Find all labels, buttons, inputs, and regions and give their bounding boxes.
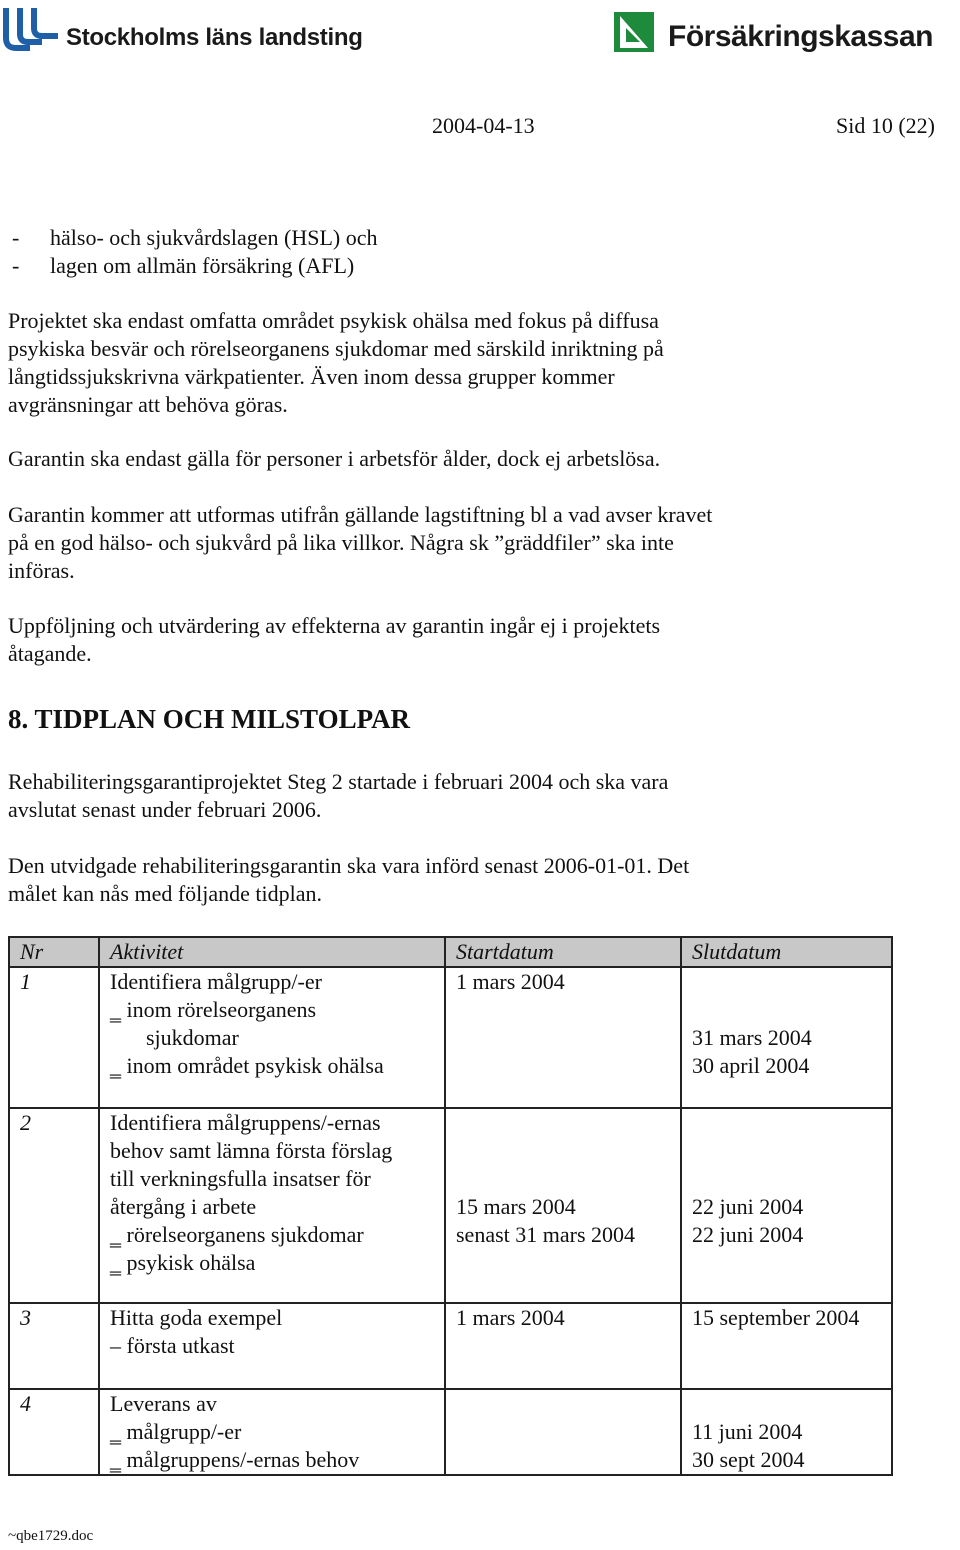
activity-line: Hitta goda exempel xyxy=(110,1305,283,1330)
activity-line: till verkningsfulla insatser för xyxy=(110,1166,371,1191)
end-date: 30 sept 2004 xyxy=(692,1447,805,1472)
logo-right-text: Försäkringskassan xyxy=(668,20,933,53)
table-row xyxy=(9,1108,892,1303)
start-date: 1 mars 2004 xyxy=(456,1305,565,1330)
stockholms-lans-landsting-logo xyxy=(2,4,362,54)
text-line: Rehabiliteringsgarantiprojektet Steg 2 startade i februari 2004 och ska vara xyxy=(8,769,669,794)
paragraph-eligibility xyxy=(8,445,808,473)
column-header-end: Slutdatum xyxy=(681,937,892,967)
text-line: Projektet ska endast omfatta området psykisk ohälsa med fokus på diffusa xyxy=(8,308,659,333)
document-date: 2004-04-13 xyxy=(432,113,535,138)
activity-cell xyxy=(99,1108,445,1303)
text-line: avslutat senast under februari 2006. xyxy=(8,797,322,822)
end-date xyxy=(692,1165,881,1193)
end-date: 15 september 2004 xyxy=(692,1305,860,1330)
end-date xyxy=(692,1109,881,1137)
start-date: senast 31 mars 2004 xyxy=(456,1222,636,1247)
end-date-cell xyxy=(681,1108,892,1303)
text-line: avgränsningar att behöva göras. xyxy=(8,392,288,417)
activity-cell xyxy=(99,1303,445,1389)
fk-logo-mark-icon xyxy=(612,10,656,54)
end-date: 11 juni 2004 xyxy=(692,1419,803,1444)
row-number: 2 xyxy=(9,1108,99,1303)
activity-line: ‗ inom rörelseorganens xyxy=(110,997,317,1022)
text-line: Den utvidgade rehabiliteringsgarantin ska vara införd senast 2006-01-01. Det xyxy=(8,853,690,878)
text-line: Garantin kommer att utformas utifrån gällande lagstiftning bl a vad avser kravet xyxy=(8,502,713,527)
sll-logo-mark-icon xyxy=(2,4,60,54)
end-date xyxy=(692,1390,881,1418)
list-item-text: lagen om allmän försäkring (AFL) xyxy=(50,253,355,278)
text-line: åtagande. xyxy=(8,641,92,666)
activity-line: Identifiera målgrupp/-er xyxy=(110,969,322,994)
end-date-cell xyxy=(681,1389,892,1475)
end-date: 22 juni 2004 xyxy=(692,1194,804,1219)
start-date-cell xyxy=(445,1108,681,1303)
end-date: 22 juni 2004 xyxy=(692,1222,804,1247)
row-number: 3 xyxy=(9,1303,99,1389)
start-date xyxy=(456,1109,670,1137)
activity-line: ‗ målgrupp/-er xyxy=(110,1419,242,1444)
text-line: Garantin ska endast gälla för personer i arbetsför ålder, dock ej arbetslösa. xyxy=(8,446,661,471)
start-date xyxy=(456,1165,670,1193)
end-date xyxy=(692,968,881,996)
text-line: på en god hälso- och sjukvård på lika villkor. Några sk ”gräddfiler” ska inte xyxy=(8,530,674,555)
list-item-text: hälso- och sjukvårdslagen (HSL) och xyxy=(50,225,378,250)
column-header-activity: Aktivitet xyxy=(99,937,445,967)
activity-line: ‗ rörelseorganens sjukdomar xyxy=(110,1222,364,1247)
table-row xyxy=(9,967,892,1108)
start-date-cell xyxy=(445,1389,681,1475)
bullet-dash: - xyxy=(12,253,20,278)
start-date-cell xyxy=(445,967,681,1108)
start-date-cell xyxy=(445,1303,681,1389)
text-line: långtidssjukskrivna värkpatienter. Även inom dessa grupper kommer xyxy=(8,364,615,389)
end-date xyxy=(692,996,881,1024)
paragraph-project-period xyxy=(8,768,808,824)
row-number: 1 xyxy=(9,967,99,1108)
text-line: Uppföljning och utvärdering av effekterna av garantin ingår ej i projektets xyxy=(8,613,661,638)
paragraph-legislation xyxy=(8,501,808,585)
activity-line: sjukdomar xyxy=(146,1025,239,1050)
file-name-footer: ~qbe1729.doc xyxy=(8,1528,94,1544)
activity-line: återgång i arbete xyxy=(110,1194,257,1219)
activity-line: Leverans av xyxy=(110,1391,217,1416)
end-date: 31 mars 2004 xyxy=(692,1025,812,1050)
activity-line: ‗ inom området psykisk ohälsa xyxy=(110,1053,384,1078)
page-number: Sid 10 (22) xyxy=(836,113,935,138)
table-row xyxy=(9,1389,892,1475)
activity-line: ‗ målgruppens/-ernas behov xyxy=(110,1447,360,1472)
paragraph-followup xyxy=(8,612,808,668)
activity-cell xyxy=(99,1389,445,1475)
paragraph-target-date xyxy=(8,852,808,908)
logo-left-text: Stockholms läns landsting xyxy=(66,24,363,51)
end-date xyxy=(692,1137,881,1165)
table-header-row xyxy=(9,937,892,967)
start-date xyxy=(456,1137,670,1165)
activity-cell xyxy=(99,967,445,1108)
text-line: målet kan nås med följande tidplan. xyxy=(8,881,323,906)
activity-line: Identifiera målgruppens/-ernas xyxy=(110,1110,381,1135)
activity-line: behov samt lämna första förslag xyxy=(110,1138,393,1163)
end-date-cell xyxy=(681,1303,892,1389)
column-header-start: Startdatum xyxy=(445,937,681,967)
timeline-table xyxy=(8,936,893,1476)
activity-line: ‗ psykisk ohälsa xyxy=(110,1250,256,1275)
paragraph-scope xyxy=(8,307,808,419)
bullet-dash: - xyxy=(12,225,20,250)
text-line: införas. xyxy=(8,558,75,583)
start-date: 15 mars 2004 xyxy=(456,1194,576,1219)
row-number: 4 xyxy=(9,1389,99,1475)
end-date-cell xyxy=(681,967,892,1108)
column-header-nr: Nr xyxy=(9,937,99,967)
section-heading: 8. TIDPLAN OCH MILSTOLPAR xyxy=(8,704,411,734)
forsakringskassan-logo xyxy=(612,10,960,58)
start-date: 1 mars 2004 xyxy=(456,969,565,994)
activity-line: – första utkast xyxy=(110,1333,235,1358)
table-row xyxy=(9,1303,892,1389)
end-date: 30 april 2004 xyxy=(692,1053,810,1078)
text-line: psykiska besvär och rörelseorganens sjukdomar med särskild inriktning på xyxy=(8,336,664,361)
